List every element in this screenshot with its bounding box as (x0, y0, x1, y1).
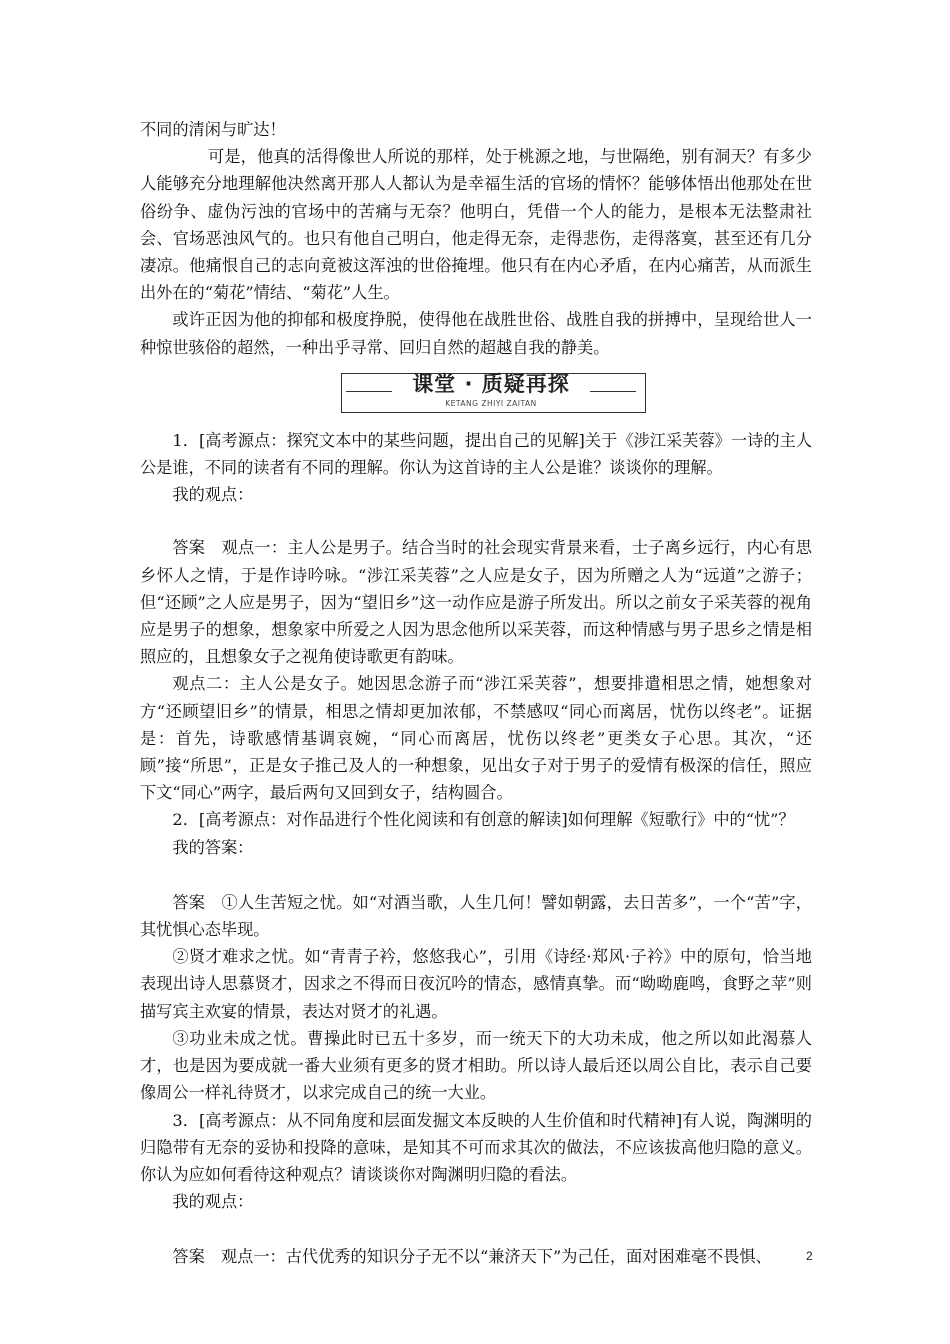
page-content (140, 116, 812, 1271)
answer-2-part-1: 答案 ①人生苦短之忧。如“对酒当歌，人生几何！譬如朝露，去日苦多”，一个“苦”字，其忧惧心态毕现。 (140, 892, 812, 940)
answer-space-1 (140, 508, 812, 534)
question-2-prompt: 我的答案： (172, 837, 254, 857)
question-1-prompt: 我的观点： (172, 485, 254, 505)
section-banner (140, 365, 812, 423)
answer-space-3 (140, 1215, 812, 1243)
answer-space-2 (140, 861, 812, 889)
question-2: 2．[高考源点：对作品进行个性化阅读和有创意的解读]如何理解《短歌行》中的“忧”？ (172, 810, 795, 830)
banner-right-rule (590, 391, 636, 392)
paragraph-continuation: 不同的清闲与旷达！ (140, 120, 286, 139)
banner-left-rule (346, 391, 392, 392)
answer-1-view-1: 答案 观点一：主人公是男子。结合当时的社会现实背景来看，士子离乡远行，内心有思乡怀人之情，于是作诗吟咏。“涉江采芙蓉”之人应是女子，因为所赠之人为“远道”之游子；但“还顾”之人应是男子，因为“望旧乡”这一动作应是游子所发出。所以之前女子采芙蓉的视角应是男子的想象，想象家中所爱之人因为思念他所以采芙蓉，而这种情感与男子思乡之情是相照应的，且想象女子之视角使诗歌更有韵味。 (140, 538, 812, 667)
question-3: 3．[高考源点：从不同角度和层面发掘文本反映的人生价值和时代精神]有人说，陶渊明的归隐带有无奈的妥协和投降的意味，是知其不可而求其次的做法，不应该拔高他归隐的意义。你认为应如何看待这种观点？请谈谈你对陶渊明归隐的看法。 (140, 1110, 812, 1184)
page-number: 2 (806, 1249, 813, 1263)
section-subtitle: KETANG ZHIYI ZAITAN (445, 398, 537, 408)
question-1: 1．[高考源点：探究文本中的某些问题，提出自己的见解]关于《涉江采芙蓉》一诗的主人公是谁，不同的读者有不同的理解。你认为这首诗的主人公是谁？谈谈你的理解。 (140, 430, 812, 478)
paragraph-tao-yuanming-1: 可是，他真的活得像世人所说的那样，处于桃源之地，与世隔绝，别有洞天？有多少人能够充分地理解他决然离开那人人都认为是幸福生活的官场的情怀？能够体悟出他那处在世俗纷争、虚伪污浊的官场中的苦痛与无奈？他明白，凭借一个人的能力，是根本无法整肃社会、官场恶浊风气的。也只有他自己明白，他走得无奈，走得悲伤，走得落寞，甚至还有几分凄凉。他痛恨自己的志向竟被这浑浊的世俗掩埋。他只有在内心矛盾，在内心痛苦，从而派生出外在的“菊花”情结、“菊花”人生。 (140, 147, 812, 303)
paragraph-tao-yuanming-2: 或许正因为他的抑郁和极度挣脱，使得他在战胜世俗、战胜自我的拼搏中，呈现给世人一种惊世骇俗的超然，一种出乎寻常、回归自然的超越自我的静美。 (140, 310, 812, 357)
answer-2-part-2: ②贤才难求之忧。如“青青子衿，悠悠我心”，引用《诗经·郑风·子衿》中的原句，恰当地表现出诗人思慕贤才，因求之不得而日夜沉吟的情态，感情真挚。而“呦呦鹿鸣，食野之苹”则描写宾主欢宴的情景，表达对贤才的礼遇。 (140, 947, 812, 1021)
section-title: 课堂 · 质疑再探 (412, 371, 570, 396)
question-3-prompt: 我的观点： (172, 1192, 254, 1212)
answer-1-view-2: 观点二：主人公是女子。她因思念游子而“涉江采芙蓉”，想要排遣相思之情，她想象对方“还顾望旧乡”的情景，相思之情却更加浓郁，不禁感叹“同心而离居，忧伤以终老”。证据是：首先，诗歌感情基调哀婉，“同心而离居，忧伤以终老”更类女子心思。其次，“还顾”接“所思”，正是女子推己及人的一种想象，见出女子对于男子的爱情有极深的信任，照应下文“同心”两字，最后两句又回到女子，结构圆合。 (140, 674, 812, 803)
answer-2-part-3: ③功业未成之忧。曹操此时已五十多岁，而一统天下的大功未成，他之所以如此渴慕人才，也是因为要成就一番大业须有更多的贤才相助。所以诗人最后还以周公自比，表示自己要像周公一样礼待贤才，以求完成自己的统一大业。 (140, 1028, 812, 1103)
answer-3-view-1: 答案 观点一：古代优秀的知识分子无不以“兼济天下”为己任，面对困难毫不畏惧、 (172, 1247, 772, 1267)
